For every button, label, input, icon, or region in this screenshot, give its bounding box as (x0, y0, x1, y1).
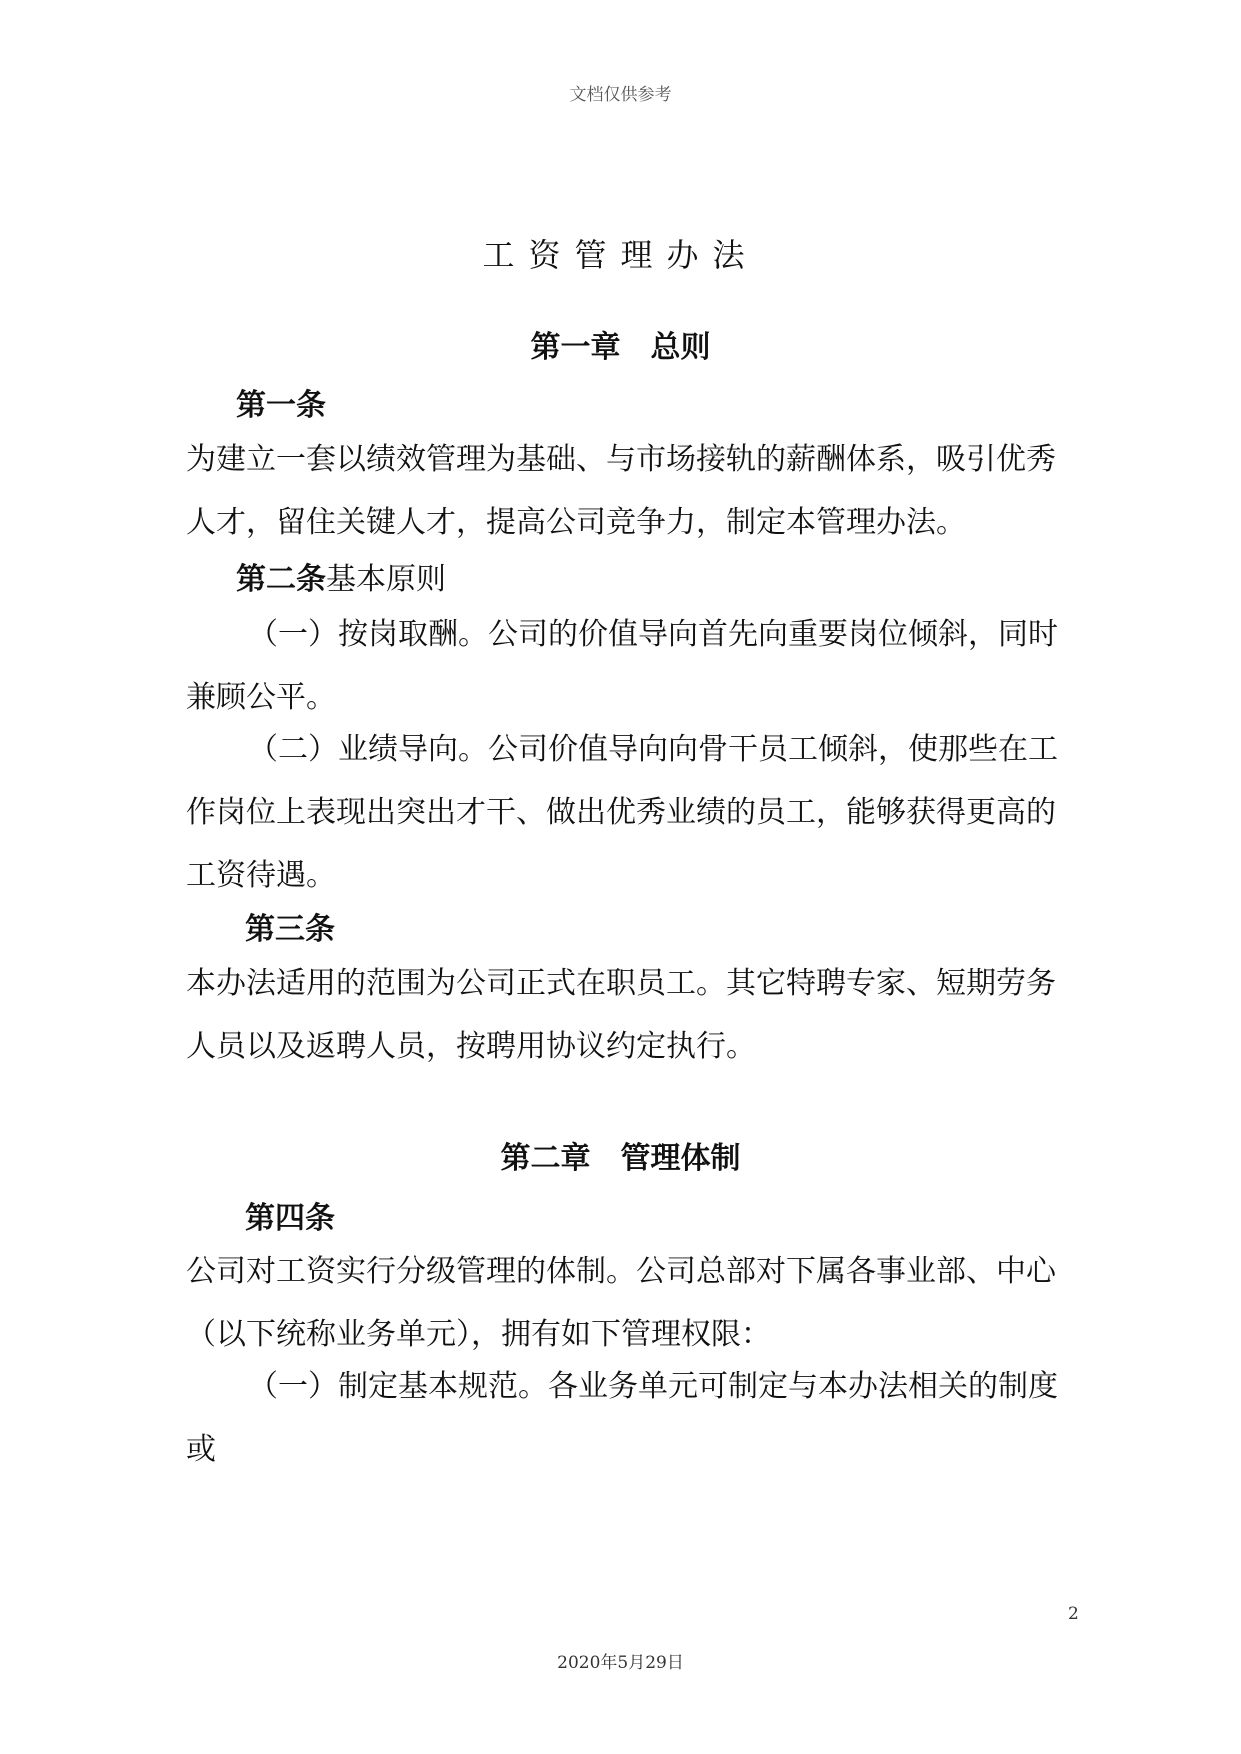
article-1-body: 为建立一套以绩效管理为基础、与市场接轨的薪酬体系，吸引优秀人才，留住关键人才，提高公司竞争力，制定本管理办法。 (186, 442, 1056, 540)
chapter-2-heading: 第二章 管理体制 (500, 1141, 741, 1176)
page-footer-date: 2020年5月29日 (557, 1653, 684, 1673)
document-title: 工资管理办法 (482, 236, 759, 274)
article-4-body: 公司对工资实行分级管理的体制。公司总部对下属各事业部、中心（以下统称业务单元），拥有如下管理权限： (186, 1254, 1056, 1352)
article-2-heading (236, 554, 446, 598)
article-4-label: 第四条 (245, 1201, 335, 1236)
article-4-item-1: （一）制定基本规范。各业务单元可制定与本办法相关的制度或 (186, 1369, 1058, 1467)
article-2-label-rest: 基本原则 (326, 562, 446, 597)
article-2-item-1: （一）按岗取酬。公司的价值导向首先向重要岗位倾斜，同时兼顾公平。 (186, 617, 1058, 715)
page-number: 2 (1068, 1604, 1079, 1624)
article-2-item-2: （二）业绩导向。公司价值导向向骨干员工倾斜，使那些在工作岗位上表现出突出才干、做出优秀业绩的员工，能够获得更高的工资待遇。 (186, 732, 1058, 893)
page-header: 文档仅供参考 (569, 85, 672, 105)
article-3-label: 第三条 (245, 912, 335, 947)
article-1-label: 第一条 (236, 388, 326, 423)
article-3-body: 本办法适用的范围为公司正式在职员工。其它特聘专家、短期劳务人员以及返聘人员，按聘用协议约定执行。 (186, 966, 1056, 1064)
article-2-label: 第二条 (236, 562, 326, 597)
chapter-1-heading: 第一章 总则 (530, 330, 711, 365)
